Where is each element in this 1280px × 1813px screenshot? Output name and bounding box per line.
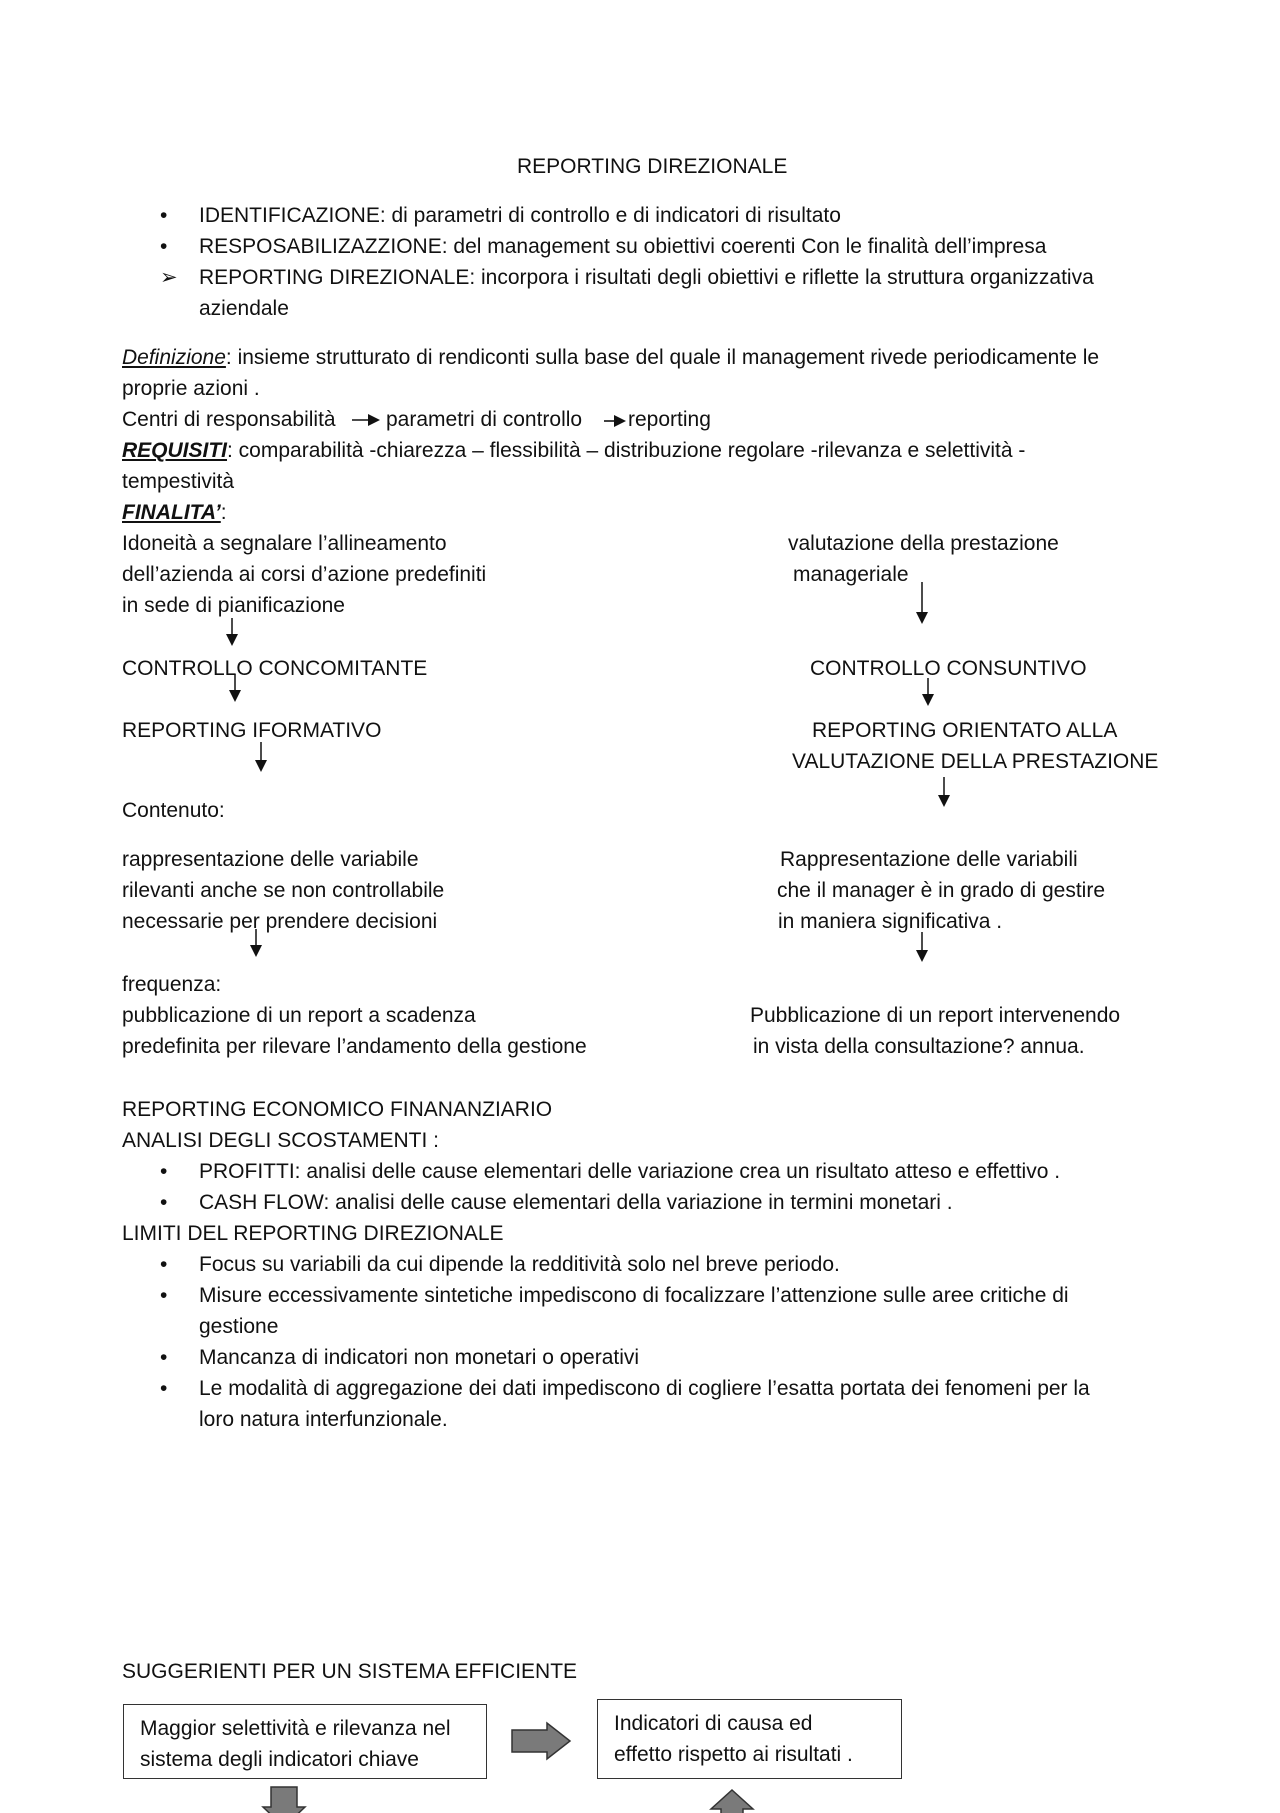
box-line: Maggior selettività e rilevanza nel [140,1717,451,1740]
suggestion-box-2 [597,1699,902,1779]
requisiti-label: REQUISITI [122,439,228,462]
list-item: RESPOSABILIZAZZIONE: del management su obiettivi coerenti Con le finalità dell’impresa [199,235,1047,258]
left-controllo: CONTROLLO CONCOMITANTE [122,657,428,680]
suggerimenti-heading: SUGGERIENTI PER UN SISTEMA EFFICIENTE [122,1660,578,1683]
right-contenuto-line: che il manager è in grado di gestire [777,879,1106,902]
definition-line-1 [122,345,1099,371]
suggestion-box-1 [123,1704,487,1779]
list-item: Focus su variabili da cui dipende la redditività solo nel breve periodo. [199,1253,840,1276]
block-down-arrow-icon [263,1787,307,1811]
down-arrow-icon [915,582,929,626]
finalita-suffix: : [220,501,227,524]
limiti-heading: LIMITI DEL REPORTING DIREZIONALE [122,1222,504,1245]
list-item: CASH FLOW: analisi delle cause elementari della variazione in termini monetari . [199,1191,953,1214]
left-contenuto-line: necessarie per prendere decisioni [122,910,438,933]
block-right-arrow-icon [511,1722,573,1762]
list-item: IDENTIFICAZIONE: di parametri di controllo e di indicatori di risultato [199,204,841,227]
down-arrow-icon [254,742,268,774]
flow-line-part-2: parametri di controllo [386,408,583,431]
down-arrow-icon [249,929,263,959]
definition-text: : insieme strutturato di rendiconti sulla base del quale il management rivede periodicamente le [225,346,1100,369]
bullet-marker: • [160,1346,168,1369]
requisiti-line-2: tempestività [122,470,235,493]
definition-line-2: proprie azioni . [122,377,260,400]
flow-line-part-3: reporting [628,408,711,431]
left-frequenza-line: predefinita per rilevare l’andamento della gestione [122,1035,587,1058]
list-item-continuation: gestione [199,1315,279,1338]
block-up-arrow-icon [711,1789,755,1813]
list-item: PROFITTI: analisi delle cause elementari delle variazione crea un risultato atteso e effettivo . [199,1160,1061,1183]
finalita-heading [122,500,227,526]
box-line: Indicatori di causa ed [614,1712,813,1735]
box-line: sistema degli indicatori chiave [140,1748,419,1771]
down-arrow-icon [228,674,242,704]
list-item: REPORTING DIREZIONALE: incorpora i risultati degli obiettivi e riflette la struttura organizzativa [199,266,1094,289]
left-reporting: REPORTING IFORMATIVO [122,719,382,742]
finalita-label: FINALITA’ [122,501,221,524]
bullet-marker: • [160,1284,168,1307]
list-item: Misure eccessivamente sintetiche impediscono di focalizzare l’attenzione sulle aree critiche di [199,1284,1069,1307]
right-arrow-icon [604,414,628,428]
bullet-marker: • [160,1191,168,1214]
right-contenuto-line: Rappresentazione delle variabili [780,848,1078,871]
left-idoneita-line: in sede di pianificazione [122,594,345,617]
list-item-continuation: aziendale [199,297,289,320]
bullet-marker: • [160,1160,168,1183]
down-arrow-icon [915,932,929,964]
right-arrow-icon [352,413,382,427]
left-contenuto-line: rappresentazione delle variabile [122,848,419,871]
arrow-bullet-marker: ➢ [160,266,178,289]
list-item: Le modalità di aggregazione dei dati impediscono di cogliere l’esatta portata dei fenomeni per la [199,1377,1090,1400]
box-line: effetto rispetto ai risultati . [614,1743,853,1766]
list-item: Mancanza di indicatori non monetari o operativi [199,1346,640,1369]
right-reporting-line: VALUTAZIONE DELLA PRESTAZIONE [792,750,1159,773]
right-reporting-line: REPORTING ORIENTATO ALLA [812,719,1118,742]
down-arrow-icon [937,777,951,809]
right-contenuto-line: in maniera significativa . [778,910,1003,933]
bullet-marker: • [160,235,168,258]
bullet-marker: • [160,204,168,227]
right-frequenza-line: in vista della consultazione? annua. [753,1035,1085,1058]
right-frequenza-line: Pubblicazione di un report intervenendo [750,1004,1121,1027]
bullet-marker: • [160,1253,168,1276]
list-item-continuation: loro natura interfunzionale. [199,1408,448,1431]
definition-label: Definizione [122,346,226,369]
frequenza-label: frequenza: [122,973,222,996]
left-frequenza-line: pubblicazione di un report a scadenza [122,1004,476,1027]
page-title: REPORTING DIREZIONALE [517,155,788,178]
requisiti-line-1 [122,438,1025,464]
requisiti-text: : comparabilità -chiarezza – flessibilità – distribuzione regolare -rilevanza e selettività - [227,439,1026,462]
economic-heading: REPORTING ECONOMICO FINANANZIARIO [122,1098,553,1121]
down-arrow-icon [921,678,935,708]
down-arrow-icon [225,618,239,648]
right-valutazione-line: manageriale [793,563,909,586]
left-idoneita-line: dell’azienda ai corsi d’azione predefiniti [122,563,487,586]
right-valutazione-line: valutazione della prestazione [788,532,1059,555]
right-controllo: CONTROLLO CONSUNTIVO [810,657,1087,680]
flow-line-part-1: Centri di responsabilità [122,408,336,431]
bullet-marker: • [160,1377,168,1400]
left-contenuto-line: rilevanti anche se non controllabile [122,879,445,902]
scostamenti-heading: ANALISI DEGLI SCOSTAMENTI : [122,1129,440,1152]
contenuto-label: Contenuto: [122,799,225,822]
left-idoneita-line: Idoneità a segnalare l’allineamento [122,532,447,555]
